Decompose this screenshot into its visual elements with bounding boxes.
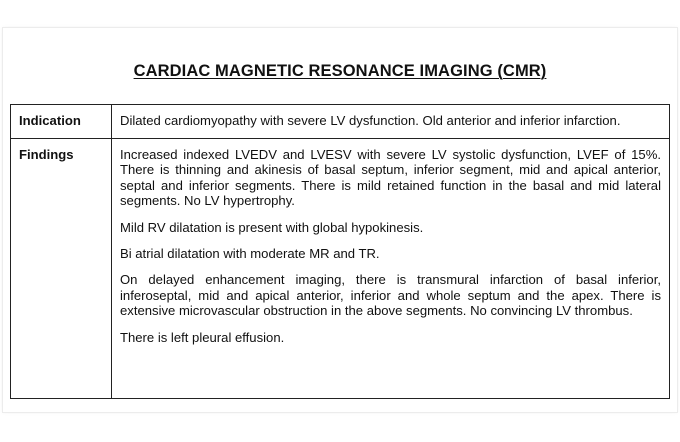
- findings-paragraph-rv: Mild RV dilatation is present with global hypokinesis.: [120, 219, 424, 235]
- report-table: [10, 104, 670, 399]
- table-row-findings: [11, 139, 670, 399]
- indication-text: Dilated cardiomyopathy with severe LV dysfunction. Old anterior and inferior infarction.: [112, 105, 670, 139]
- findings-paragraph-delayed-enhancement: On delayed enhancement imaging, there is transmural infarction of basal inferior, inferoseptal, mid and apical anterior, inferior and whole septum and the apex. There is extensive microvascular obstruction in the above segments. No convincing LV thrombus.: [120, 272, 661, 319]
- findings-text: [112, 139, 670, 399]
- report-title: CARDIAC MAGNETIC RESONANCE IMAGING (CMR): [133, 62, 547, 80]
- findings-paragraph-atrial: Bi atrial dilatation with moderate MR and TR.: [120, 246, 380, 262]
- findings-paragraph-pleural: There is left pleural effusion.: [120, 329, 285, 345]
- indication-label: Indication: [11, 105, 112, 139]
- findings-label: Findings: [11, 139, 112, 399]
- findings-paragraph-lv: Increased indexed LVEDV and LVESV with severe LV systolic dysfunction, LVEF of 15%. There is thinning and akinesis of basal septum, inferior segment, mid and apical anterior, septal and inferior segments. There is mild retained function in the basal and mid lateral segments. No LV hypertrophy.: [120, 147, 661, 209]
- table-row-indication: [11, 105, 670, 139]
